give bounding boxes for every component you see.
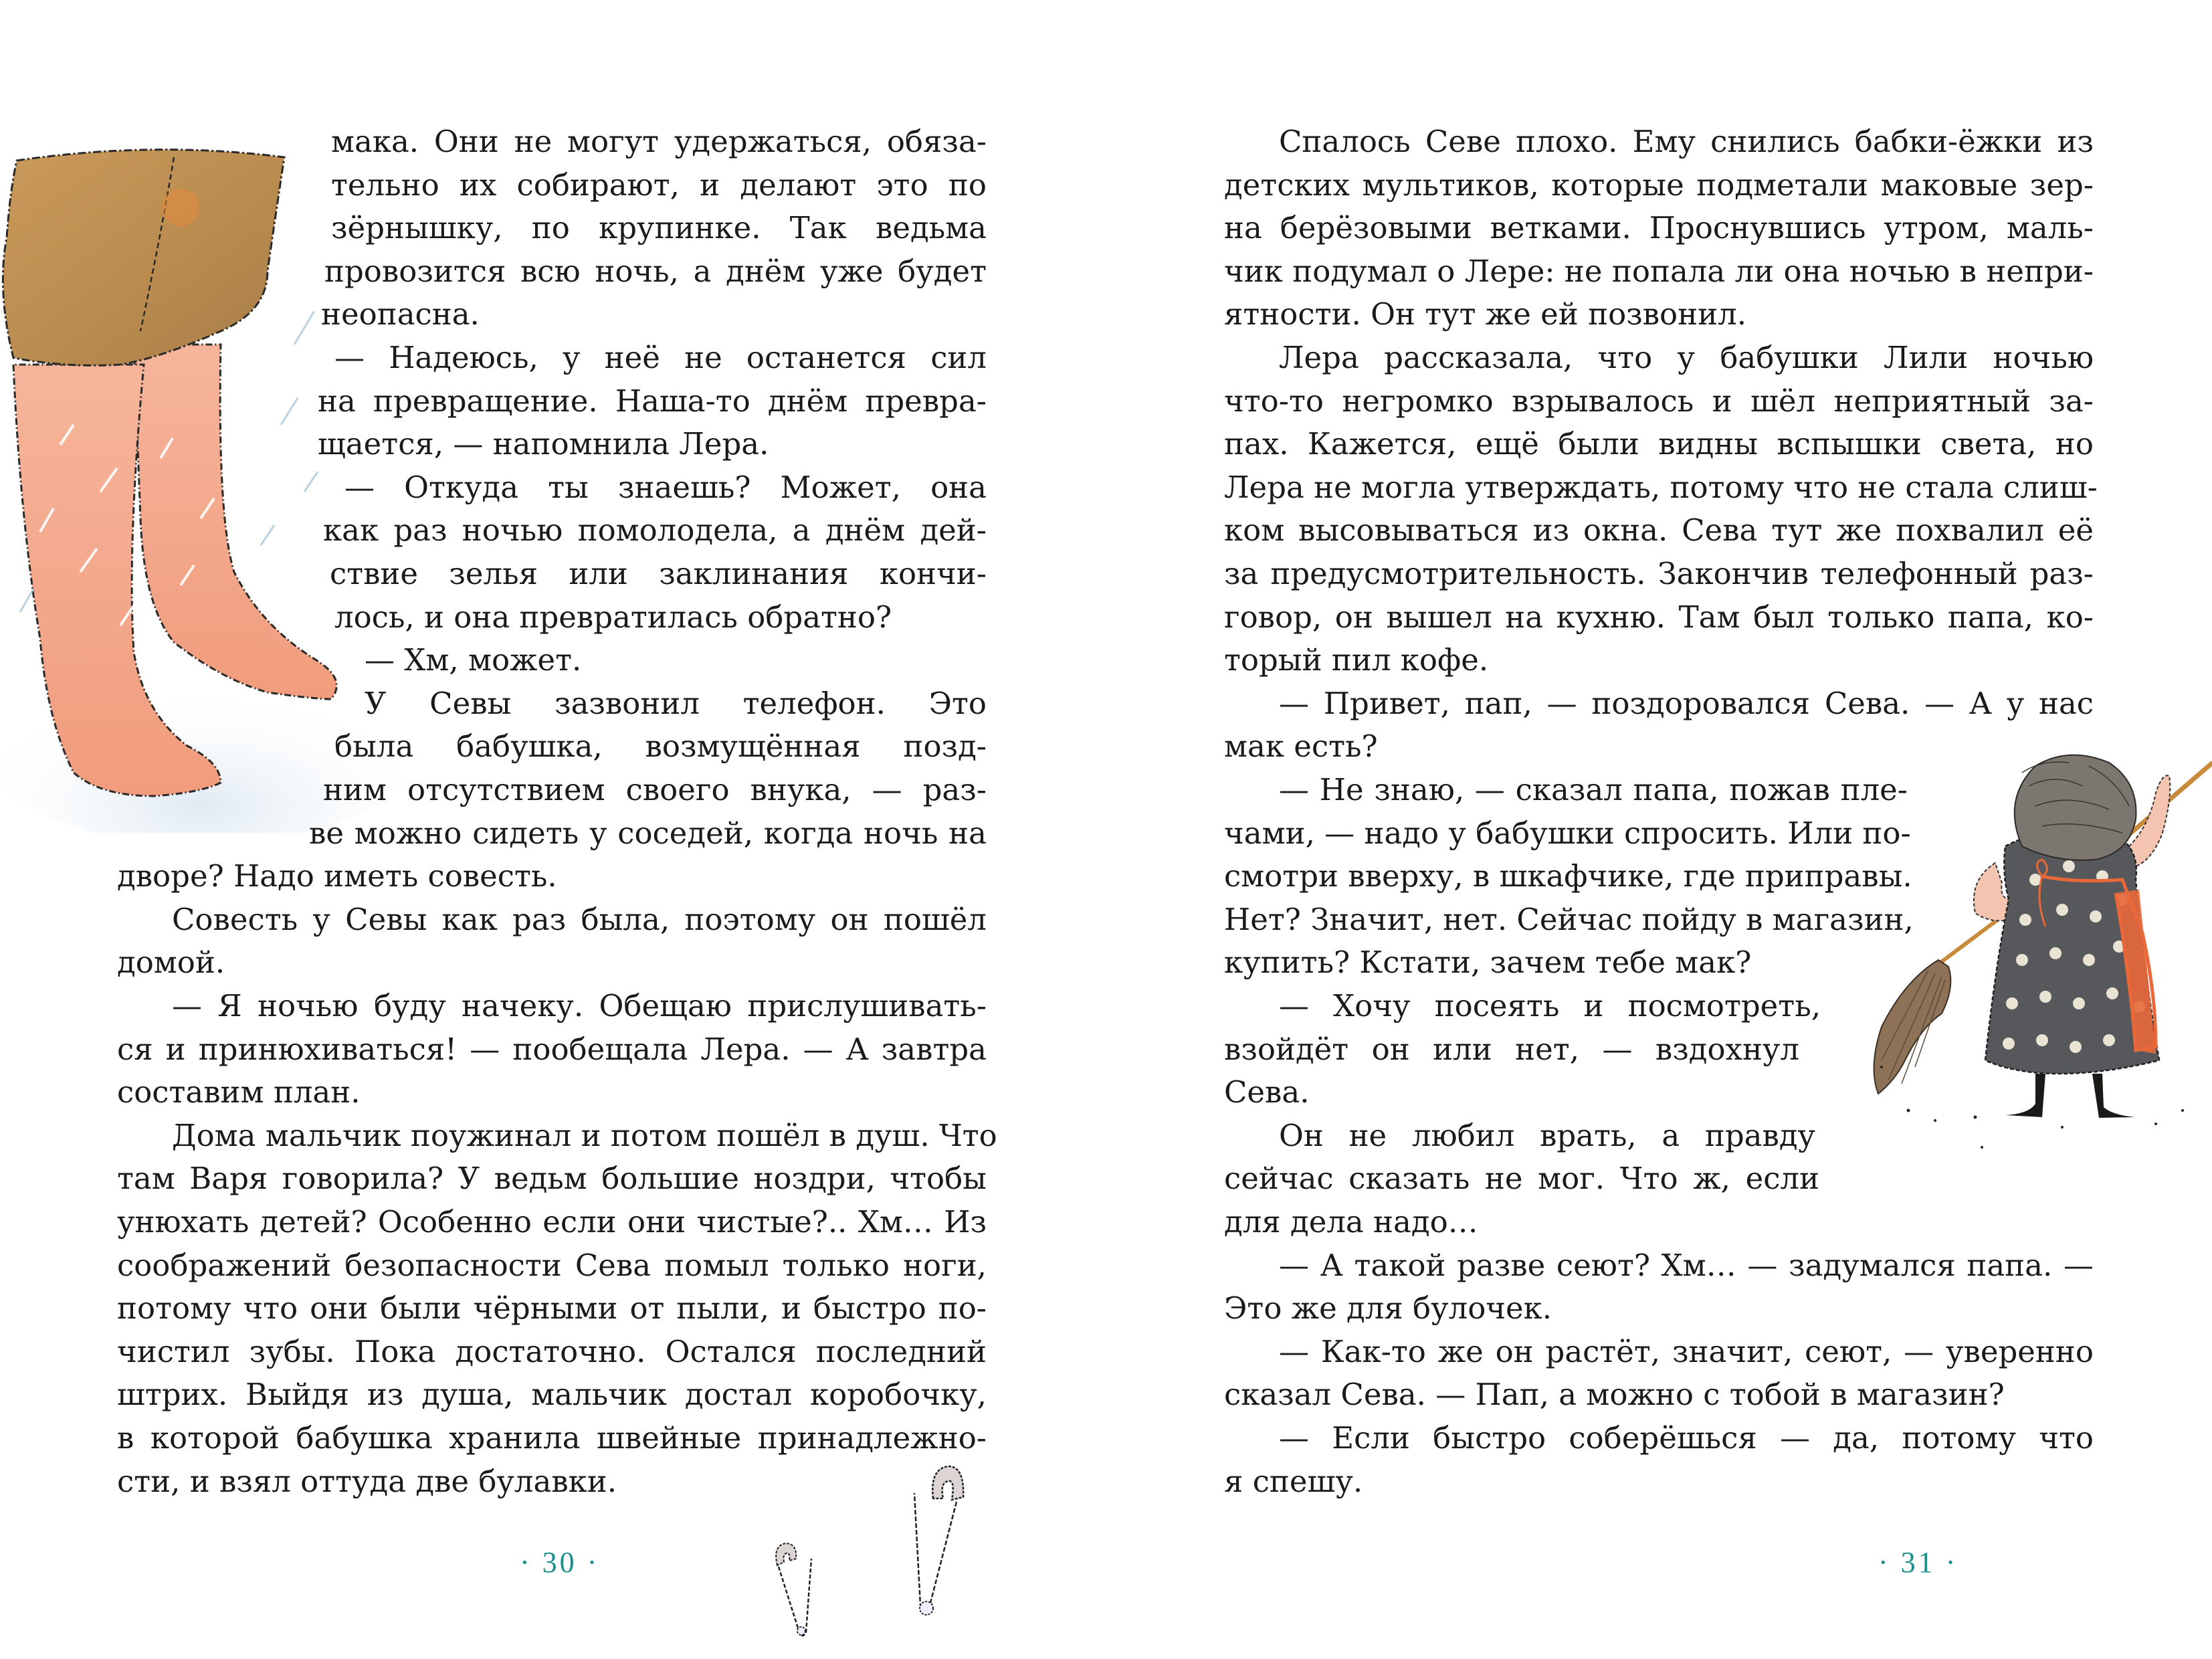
text-line: на превращение. Наша-то днём превра-	[318, 383, 987, 419]
text-line: — Хочу посеять и посмотреть,	[1279, 988, 1821, 1023]
text-line: чик подумал о Лере: не попала ли она ночью в непри-	[1224, 253, 2094, 289]
text-line: Это же для булочек.	[1224, 1290, 1552, 1327]
text-line: штрих. Выйдя из душа, мальчик достал коробочку,	[117, 1377, 987, 1413]
text-line: за предусмотрительность. Закончив телефонный раз-	[1224, 556, 2094, 591]
right-page	[1106, 0, 2212, 1659]
witch-with-broom-illustration	[1841, 746, 2212, 1161]
text-line: на берёзовыми ветками. Проснувшись утром, маль-	[1224, 210, 2094, 246]
text-line: торый пил кофе.	[1224, 642, 1489, 678]
text-line: тельно их собирают, и делают это по	[331, 167, 987, 203]
text-line: Дома мальчик поужинал и потом пошёл в душ. Что	[172, 1117, 997, 1153]
text-line: — Я ночью буду начеку. Обещаю прислушивать-	[172, 988, 987, 1023]
text-line: купить? Кстати, зачем тебе мак?	[1224, 945, 1752, 981]
text-line: составим план.	[117, 1074, 361, 1110]
text-line: потому что они были чёрными от пыли, и быстро по-	[117, 1290, 987, 1327]
text-line: — Откуда ты знаешь? Может, она	[344, 469, 987, 505]
text-line: зёрнышку, по крупинке. Так ведьма	[331, 210, 987, 246]
text-line: мака. Они не могут удержаться, обяза-	[331, 124, 987, 159]
text-line: — Если быстро соберёшься — да, потому что	[1279, 1420, 2094, 1456]
text-line: Спалось Севе плохо. Ему снились бабки-ёжки из	[1279, 124, 2094, 159]
page-number-right: · 31 ·	[1878, 1546, 1958, 1579]
text-line: смотри вверху, в шкафчике, где приправы.	[1224, 858, 1912, 894]
text-line: сейчас сказать не мог. Что ж, если	[1224, 1161, 1819, 1197]
text-line: ся и принюхиваться! — пообещала Лера. — А завтра	[117, 1031, 987, 1067]
text-line: чистил зубы. Пока достаточно. Остался последний	[117, 1333, 987, 1369]
text-line: ним отсутствием своего внука, — раз-	[323, 772, 987, 807]
text-line: — Не знаю, — сказал папа, пожав пле-	[1279, 772, 1908, 807]
text-line: детских мультиков, которые подметали маковые зер-	[1224, 167, 2094, 203]
text-line: ятности. Он тут же ей позвонил.	[1224, 296, 1747, 332]
page-number-left: · 30 ·	[520, 1546, 600, 1579]
text-line: Нет? Значит, нет. Сейчас пойду в магазин,	[1224, 901, 1914, 937]
text-line: — Привет, пап, — поздоровался Сева. — А у нас	[1279, 685, 2094, 721]
text-line: — Надеюсь, у неё не останется сил	[334, 340, 987, 375]
text-line: взойдёт он или нет, — вздохнул	[1224, 1031, 1799, 1067]
text-line: Сева.	[1224, 1074, 1310, 1110]
text-line: Совесть у Севы как раз была, поэтому он пошёл	[172, 901, 987, 937]
text-line: говор, он вышел на кухню. Там был только папа, ко-	[1224, 599, 2094, 635]
text-line: чами, — надо у бабушки спросить. Или по-	[1224, 815, 1911, 851]
text-line: в которой бабушка хранила швейные принадлежно-	[117, 1420, 987, 1456]
text-line: — Хм, может.	[365, 642, 582, 678]
text-line: неопасна.	[321, 296, 480, 332]
text-line: была бабушка, возмущённая позд-	[334, 728, 987, 765]
text-line: — А такой разве сеют? Хм… — задумался папа. —	[1279, 1247, 2094, 1283]
text-line: соображений безопасности Сева помыл только ноги,	[117, 1247, 987, 1283]
text-line: сказал Сева. — Пап, а можно с тобой в магазин?	[1224, 1377, 2005, 1413]
text-line: унюхать детей? Особенно если они чистые?.. Хм… Из	[117, 1204, 987, 1240]
text-line: ком высовываться из окна. Сева тут же похвалил её	[1224, 512, 2094, 549]
text-line: мак есть?	[1224, 728, 1378, 765]
text-line: домой.	[117, 945, 225, 981]
text-line: я спешу.	[1224, 1463, 1363, 1499]
text-line: что-то негромко взрывалось и шёл неприятный за-	[1224, 383, 2094, 419]
text-line: лось, и она превратилась обратно?	[334, 599, 892, 635]
text-line: пах. Кажется, ещё были видны вспышки света, но	[1224, 426, 2094, 462]
text-line: ве можно сидеть у соседей, когда ночь на	[309, 815, 987, 851]
text-line: щается, — напомнила Лера.	[318, 426, 769, 462]
text-line: дворе? Надо иметь совесть.	[117, 858, 557, 894]
text-line: Лера рассказала, что у бабушки Лили ночью	[1279, 340, 2094, 375]
text-line: там Варя говорила? У ведьм большие ноздри, чтобы	[117, 1161, 987, 1197]
text-line: — Как-то же он растёт, значит, сеют, — уверенно	[1279, 1333, 2094, 1369]
text-line: Он не любил врать, а правду	[1279, 1117, 1815, 1153]
text-line: У Севы зазвонил телефон. Это	[365, 685, 987, 721]
text-line: ствие зелья или заклинания кончи-	[330, 556, 987, 591]
text-line: Лера не могла утверждать, потому что не стала слиш-	[1224, 469, 2098, 505]
text-line: как раз ночью помолодела, а днём дей-	[323, 512, 987, 549]
text-line: провозится всю ночь, а днём уже будет	[324, 253, 987, 289]
text-line: сти, и взял оттуда две булавки.	[117, 1463, 617, 1499]
text-line: для дела надо…	[1224, 1204, 1478, 1240]
